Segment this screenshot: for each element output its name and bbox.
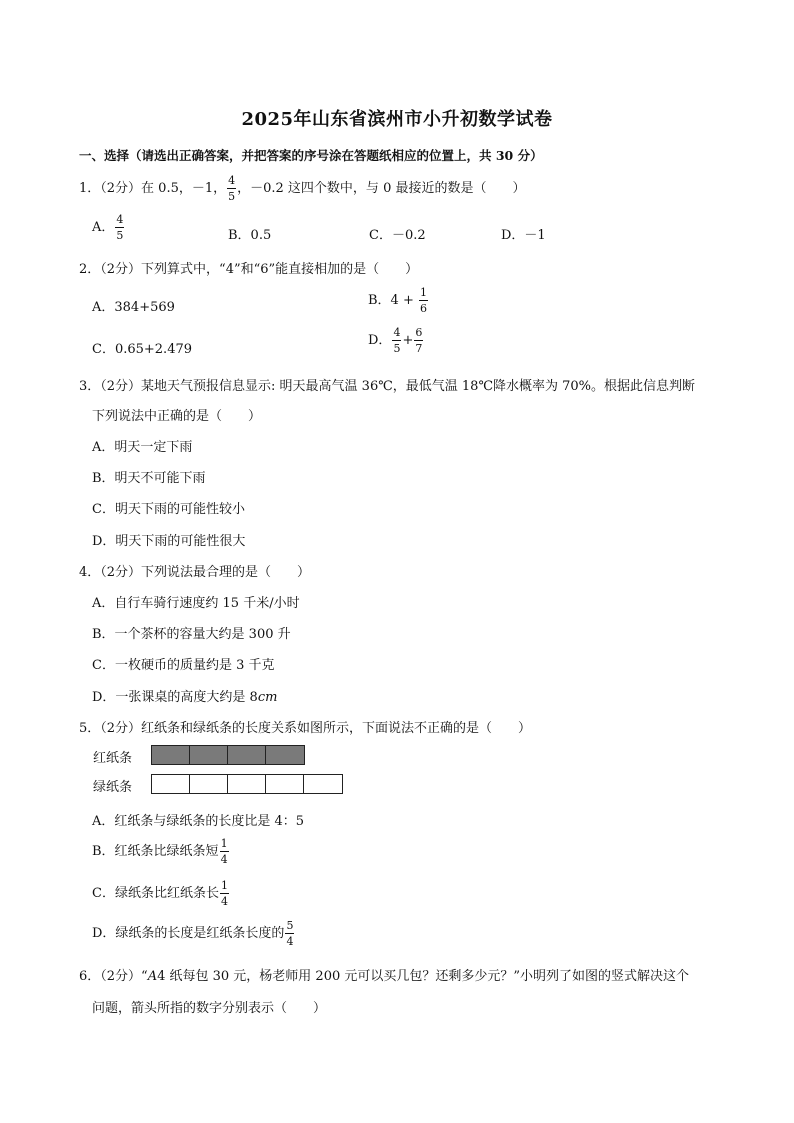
q5-d-frac-den: 4 xyxy=(286,935,294,948)
q5-option-d xyxy=(92,920,295,947)
q5-b-fraction xyxy=(220,838,229,865)
section-heading: 一、选择（请选出正确答案，并把答案的序号涂在答题纸相应的位置上，共 30 分） xyxy=(79,148,543,163)
q2-d-plus: + xyxy=(402,333,414,348)
green-strip-cell xyxy=(228,775,266,793)
q5-d-label: D．绿纸条的长度是红纸条长度的 xyxy=(92,926,285,941)
q1-option-d: D．－1 xyxy=(501,228,546,243)
q5-c-fraction xyxy=(220,880,229,907)
green-strip-cell xyxy=(152,775,190,793)
red-strip-label: 红纸条 xyxy=(93,751,133,766)
question-6-stem-line1 xyxy=(79,965,689,984)
q2-option-d xyxy=(368,327,424,354)
q1-option-c: C．－0.2 xyxy=(369,228,426,243)
red-strip-cell xyxy=(228,746,266,764)
q5-b-label: B．红纸条比绿纸条短 xyxy=(92,844,219,859)
q5-b-frac-den: 4 xyxy=(220,853,228,866)
q4-option-c: C．一枚硬币的质量约是 3 千克 xyxy=(92,658,275,673)
q1-a-label: A． xyxy=(92,220,115,235)
green-strip-cell xyxy=(266,775,304,793)
q5-c-frac-den: 4 xyxy=(220,895,228,908)
q5-option-b xyxy=(92,838,230,865)
q2-d-label: D． xyxy=(368,333,392,348)
q1-a-frac-den: 5 xyxy=(116,229,124,242)
q2-d-frac2-den: 7 xyxy=(415,342,423,355)
green-strip-label: 绿纸条 xyxy=(93,780,133,795)
q2-b-frac-den: 6 xyxy=(420,302,427,315)
q5-c-frac-num: 1 xyxy=(220,879,228,892)
q1-frac-den: 5 xyxy=(228,190,236,203)
q2-b-fraction xyxy=(419,287,428,314)
q6-stem-b: 4 纸每包 30 元，杨老师用 200 元可以买几包？还剩多少元？”小明列了如图的竖式解决这个 xyxy=(157,969,690,984)
q1-fraction xyxy=(227,175,236,202)
q4-d-text: D．一张课桌的高度大约是 8 xyxy=(92,690,258,705)
q3-option-c: C．明天下雨的可能性较小 xyxy=(92,502,245,517)
q2-d-frac2-num: 6 xyxy=(415,326,423,339)
q4-option-d xyxy=(92,686,277,705)
q2-option-b xyxy=(368,287,429,314)
q5-c-label: C．绿纸条比红纸条长 xyxy=(92,886,219,901)
q2-b-label: B．4 + xyxy=(368,293,414,308)
green-strip-cell xyxy=(304,775,342,793)
red-paper-strip xyxy=(151,745,305,765)
q4-option-a: A．自行车骑行速度约 15 千米/小时 xyxy=(92,596,300,611)
page-title: 2025年山东省滨州市小升初数学试卷 xyxy=(241,109,553,130)
red-strip-cell xyxy=(266,746,304,764)
question-3-stem-line2: 下列说法中正确的是（ ） xyxy=(92,409,262,424)
q5-b-frac-num: 1 xyxy=(220,837,228,850)
q2-b-frac-num: 1 xyxy=(420,286,427,299)
q2-option-c: C．0.65+2.479 xyxy=(92,342,193,357)
q4-d-unit: cm xyxy=(257,690,278,705)
question-2-stem: 2．（2分）下列算式中，“4”和“6”能直接相加的是（ ） xyxy=(79,262,419,277)
q2-d-fraction-1 xyxy=(392,327,401,354)
q5-option-c xyxy=(92,880,230,907)
q1-frac-num: 4 xyxy=(228,174,236,187)
q1-stem-a: 1．（2分）在 0.5，－1， xyxy=(79,181,227,196)
q1-stem-b: ，－0.2 这四个数中，与 0 最接近的数是（ ） xyxy=(237,181,526,196)
q2-option-a: A．384+569 xyxy=(92,300,175,315)
q4-option-b: B．一个茶杯的容量大约是 300 升 xyxy=(92,627,291,642)
red-strip-cell xyxy=(190,746,228,764)
q6-stem-italic: A xyxy=(147,969,158,984)
q2-d-frac1-den: 5 xyxy=(393,342,401,355)
q1-a-fraction xyxy=(115,214,124,241)
q1-option-b: B．0.5 xyxy=(228,228,272,243)
q2-d-frac1-num: 4 xyxy=(393,326,401,339)
q6-stem-a: 6．（2分）“ xyxy=(79,969,148,984)
q3-option-b: B．明天不可能下雨 xyxy=(92,471,206,486)
q1-a-frac-num: 4 xyxy=(116,213,124,226)
question-4-stem: 4．（2分）下列说法最合理的是（ ） xyxy=(79,565,311,580)
green-paper-strip xyxy=(151,774,343,794)
q5-option-a: A．红纸条与绿纸条的长度比是 4：5 xyxy=(92,814,305,829)
q5-d-frac-num: 5 xyxy=(286,919,294,932)
q2-d-fraction-2 xyxy=(414,327,423,354)
question-5-stem: 5．（2分）红纸条和绿纸条的长度关系如图所示，下面说法不正确的是（ ） xyxy=(79,721,532,736)
question-1-stem xyxy=(79,175,525,202)
question-3-stem-line1: 3．（2分）某地天气预报信息显示: 明天最高气温 36℃，最低气温 18℃降水概率为 70%。根据此信息判断 xyxy=(79,379,696,394)
question-6-stem-line2: 问题，箭头所指的数字分别表示（ ） xyxy=(92,1001,327,1016)
q1-option-a xyxy=(92,214,125,241)
q3-option-d: D．明天下雨的可能性很大 xyxy=(92,534,246,549)
red-strip-cell xyxy=(152,746,190,764)
q5-d-fraction xyxy=(285,920,294,947)
q3-option-a: A．明天一定下雨 xyxy=(92,440,193,455)
green-strip-cell xyxy=(190,775,228,793)
